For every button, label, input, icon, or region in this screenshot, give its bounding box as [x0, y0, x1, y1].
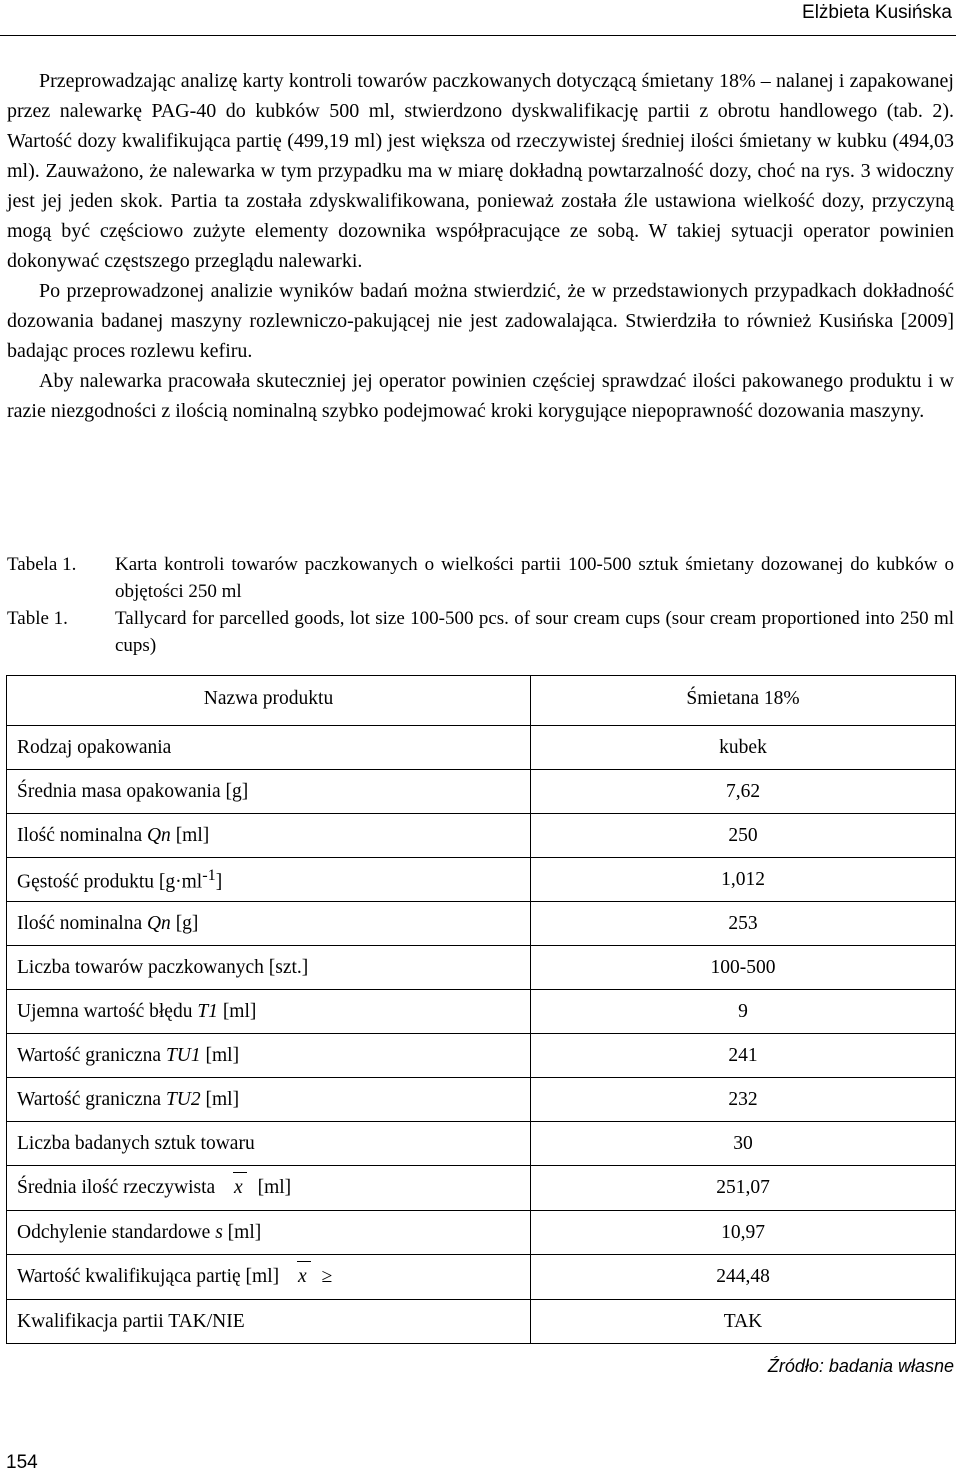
- row-label-cell: [7, 946, 531, 990]
- row-label-suffix: [ml]: [217, 1000, 257, 1022]
- table-row: [7, 1122, 956, 1166]
- mean-symbol: x: [297, 1266, 307, 1287]
- header-label-cell: Nazwa produktu: [7, 676, 531, 726]
- table-title-pl: Karta kontroli towarów paczkowanych o wielkości partii 100-500 sztuk śmietany dozowanej do kubków o objętości 250 ml: [115, 554, 954, 602]
- row-label-cell: [7, 1078, 531, 1122]
- table-caption-pl: [7, 551, 954, 605]
- row-label-text: Ilość nominalna: [17, 912, 147, 934]
- row-label-text: Ujemna wartość błędu: [17, 1000, 198, 1022]
- row-label-text: Wartość graniczna: [17, 1088, 166, 1110]
- row-label-symbol: Qn: [146, 824, 171, 846]
- row-label-cell: [7, 726, 531, 770]
- table-row: [7, 858, 956, 902]
- row-label-symbol: T1: [197, 1000, 218, 1022]
- row-label-superscript: -1: [202, 865, 216, 884]
- table-row: [7, 1211, 956, 1255]
- row-value-cell: 251,07: [531, 1166, 956, 1211]
- row-label-text: Kwalifikacja partii TAK/NIE: [17, 1310, 245, 1332]
- row-value-cell: 244,48: [531, 1255, 956, 1300]
- table-row: [7, 946, 956, 990]
- row-label-text: Liczba towarów paczkowanych [szt.]: [17, 956, 309, 978]
- row-label-cell: [7, 1300, 531, 1344]
- paragraph-2: Po przeprowadzonej analizie wyników badań można stwierdzić, że w przedstawionych przypadkach dokładność dozowania badanej maszyny rozlewniczo-pakującej nie jest zadowalająca. Stwierdziła to również Kusińska [2009] badając proces rozlewu kefiru.: [7, 280, 954, 362]
- paragraph-1: Przeprowadzając analizę karty kontroli towarów paczkowanych dotyczącą śmietany 18% – nalanej i zapakowanej przez nalewarkę PAG-40 do kubków 500 ml, stwierdzono dyskwalifikację partii z obrotu handlowego (tab. 2). Wartość dozy kwalifikująca partię (499,19 ml) jest większa od rzeczywistej średniej ilości śmietany w kubku (494,03 ml). Zauważono, że nalewarka w tym przypadku ma w miarę dokładną powtarzalność dozy, choć na rys. 3 widoczny jest jej jeden skok. Partia ta została zdyskwalifikowana, ponieważ została źle ustawiona wielkość dozy, przyczyną mogą być częściowo zużyte elementy dozownika współpracujące ze sobą. W takiej sytuacji operator powinien dokonywać częstszego przeglądu nalewarki.: [7, 70, 954, 272]
- row-label-cell: [7, 990, 531, 1034]
- row-label-cell: [7, 1255, 531, 1300]
- row-label-cell: [7, 902, 531, 946]
- row-label-text: Średnia masa opakowania [g]: [17, 780, 249, 802]
- table-row: [7, 1300, 956, 1344]
- row-label-suffix: ]: [215, 871, 223, 893]
- table-body: [7, 676, 956, 1344]
- row-label-text: Rodzaj opakowania: [17, 736, 172, 758]
- row-value-cell: 253: [531, 902, 956, 946]
- row-label-symbol: s: [215, 1221, 223, 1243]
- row-label-cell: [7, 1166, 531, 1211]
- table-row: [7, 1166, 956, 1211]
- row-label-suffix: [g]: [170, 912, 199, 934]
- row-label-cell: [7, 770, 531, 814]
- table-label-pl: Tabela 1.: [7, 554, 77, 575]
- row-label-cell: [7, 1211, 531, 1255]
- row-label-cell: [7, 1122, 531, 1166]
- author-name: Elżbieta Kusińska: [802, 2, 952, 23]
- row-label-text: Wartość kwalifikująca partię [ml]: [17, 1266, 284, 1287]
- row-value-cell: 1,012: [531, 858, 956, 902]
- paragraph-3: Aby nalewarka pracowała skuteczniej jej operator powinien częściej sprawdzać ilości pakowanego produktu i w razie niezgodności z ilością nominalną szybko podejmować kroki korygujące niepoprawność dozowania maszyny.: [7, 370, 954, 422]
- row-label-suffix: [ml]: [200, 1088, 240, 1110]
- table-row: [7, 1034, 956, 1078]
- row-label-cell: [7, 858, 531, 902]
- table-row: [7, 902, 956, 946]
- row-label-text: Gęstość produktu [g·ml: [17, 871, 203, 893]
- row-value-cell: 10,97: [531, 1211, 956, 1255]
- tallycard-table: [6, 675, 956, 1344]
- row-label-cell: [7, 1034, 531, 1078]
- row-value-cell: 30: [531, 1122, 956, 1166]
- row-value-cell: 7,62: [531, 770, 956, 814]
- mean-symbol: x: [234, 1177, 243, 1198]
- row-label-suffix: [ml]: [200, 1044, 240, 1066]
- row-value-cell: 9: [531, 990, 956, 1034]
- row-value-cell: 250: [531, 814, 956, 858]
- body-text: [7, 66, 954, 426]
- row-label-text: Liczba badanych sztuk towaru: [17, 1132, 255, 1154]
- row-value-cell: TAK: [531, 1300, 956, 1344]
- row-value-cell: kubek: [531, 726, 956, 770]
- row-label-symbol: TU1: [165, 1044, 201, 1066]
- row-label-suffix: ≥: [316, 1266, 333, 1287]
- row-value-cell: 241: [531, 1034, 956, 1078]
- page-number: 154: [6, 1452, 38, 1473]
- table-row: [7, 990, 956, 1034]
- table-row: [7, 1078, 956, 1122]
- row-label-symbol: TU2: [165, 1088, 201, 1110]
- table-label-en: Table 1.: [7, 608, 68, 629]
- row-label-text: Średnia ilość rzeczywista: [17, 1177, 221, 1198]
- table-row: [7, 770, 956, 814]
- table-title-en: Tallycard for parcelled goods, lot size 100-500 pcs. of sour cream cups (sour cream proportioned into 250 ml cups): [115, 608, 954, 656]
- row-label-symbol: Qn: [146, 912, 171, 934]
- running-header: [0, 0, 956, 36]
- row-label-suffix: [ml]: [252, 1177, 292, 1198]
- row-label-suffix: [ml]: [170, 824, 210, 846]
- row-label-text: Odchylenie standardowe: [17, 1221, 216, 1243]
- table-row: [7, 814, 956, 858]
- source-note: Źródło: badania własne: [767, 1356, 954, 1376]
- header-value-cell: Śmietana 18%: [531, 676, 956, 726]
- row-label-suffix: [ml]: [222, 1221, 262, 1243]
- row-label-text: Wartość graniczna: [17, 1044, 166, 1066]
- table-row: [7, 1255, 956, 1300]
- table-caption-en: [7, 605, 954, 659]
- row-value-cell: 232: [531, 1078, 956, 1122]
- row-label-cell: [7, 814, 531, 858]
- row-value-cell: 100-500: [531, 946, 956, 990]
- row-label-text: Ilość nominalna: [17, 824, 147, 846]
- table-row: [7, 726, 956, 770]
- table-header-row: [7, 676, 956, 726]
